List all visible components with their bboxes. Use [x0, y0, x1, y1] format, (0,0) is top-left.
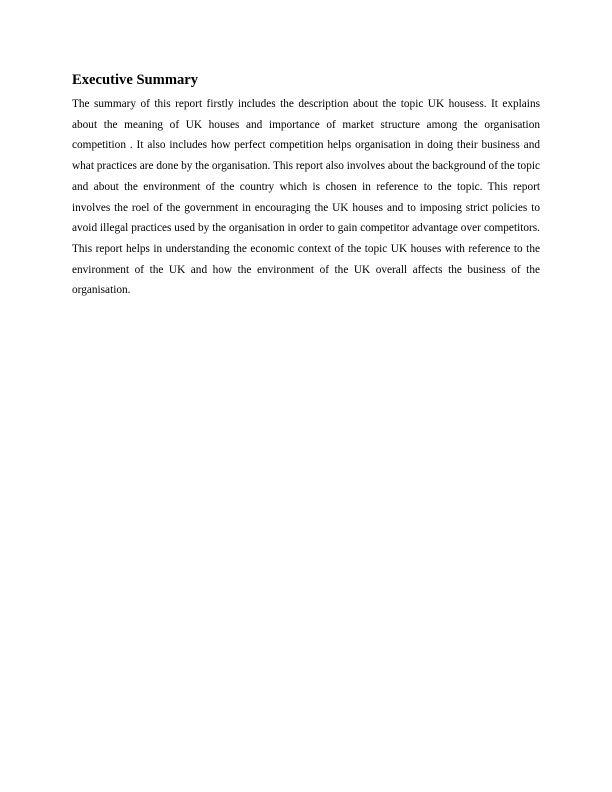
section-heading: Executive Summary	[72, 72, 199, 88]
page-content	[72, 70, 540, 301]
summary-paragraph: The summary of this report firstly includes the description about the topic UK housess. It explains about the meaning of UK houses and importance of market structure among the organisation competition . It also includes how perfect competition helps organisation in doing their business and what practices are done by the organisation. This report also involves about the background of the topic and about the environment of the country which is chosen in reference to the topic. This report involves the roel of the government in encouraging the UK houses and to imposing strict policies to avoid illegal practices used by the organisation in order to gain competitor advantage over competitors. This report helps in understanding the economic context of the topic UK houses with reference to the environment of the UK and how the environment of the UK overall affects the business of the organisation.	[72, 98, 540, 297]
